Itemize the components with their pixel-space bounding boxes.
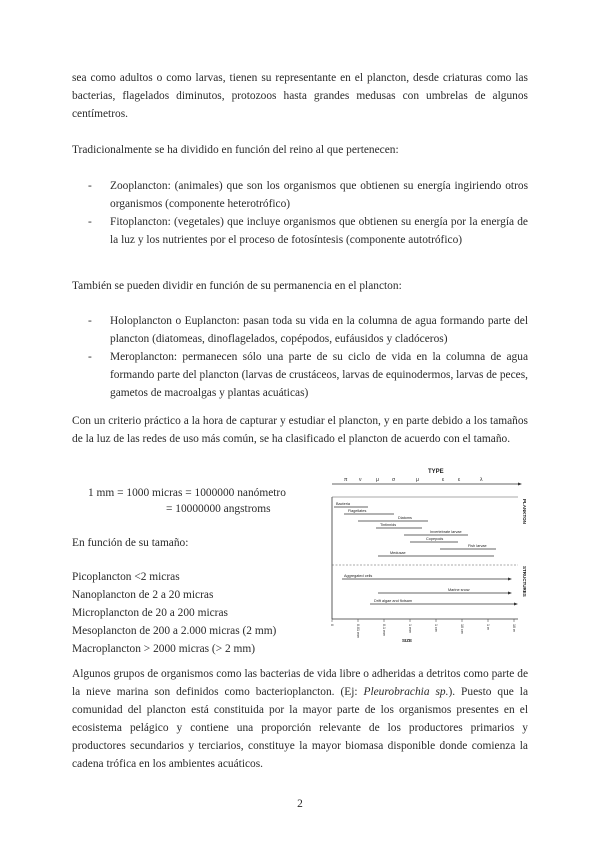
- page-number: 2: [297, 798, 303, 810]
- type-letter: ν: [359, 477, 362, 483]
- row-label-bacteria: Bacteria: [336, 502, 350, 506]
- type-letter: π: [344, 477, 348, 483]
- row-label-copepods: Copepods: [426, 537, 444, 541]
- permanencia-intro: También se pueden dividir en función de su permanencia en el plancton:: [72, 280, 402, 292]
- bullet-text: Meroplancton: permanecen sólo una parte de su ciclo de vida en la columna de agua formando parte del plancton (larvas de crustáceos, larvas de equinodermos, larvas de peces, gametos de macroalgas y plantas acuáticas): [110, 351, 528, 399]
- final-text-part2: ). Puesto que la comunidad del plancton está constituida por la mayor parte de los organismos presentes en el ecosistema pelágico y contiene una proporción relevante de los productores primarios y productores secundarios y terciarios, constituye la mayor biomasa disponible donde comienza la cadena trófica en los ambientes acuáticos.: [72, 686, 528, 770]
- row-label-flagellates: Flagellates: [348, 509, 367, 513]
- type-letter: μ: [376, 477, 379, 483]
- bullet-dash: -: [88, 180, 92, 192]
- type-letter: ε: [458, 477, 461, 483]
- size-item: Macroplancton > 2000 micras (> 2 mm): [72, 643, 256, 655]
- type-letter: σ: [392, 477, 396, 483]
- bullet-meroplancton: [88, 348, 528, 402]
- row-label-fish-larvae: Fish larvae: [468, 544, 487, 548]
- bullet-fitoplancton: [88, 213, 528, 249]
- reino-intro: Tradicionalmente se ha dividido en función del reino al que pertenecen:: [72, 144, 399, 156]
- bullet-text: Fitoplancton: (vegetales) que incluye organismos que obtienen su energía por la energía de la luz y los nutrientes por el proceso de fotosíntesis (componente autotrófico): [110, 216, 528, 246]
- bullet-dash: -: [88, 315, 92, 327]
- tick-label: 0: [330, 624, 334, 626]
- arrow-marine-snow: [508, 592, 512, 595]
- row-label-tintinnids: Tintinnids: [380, 523, 397, 527]
- tick-label: 10 m: [512, 624, 516, 632]
- final-text-part1: Algunos grupos de organismos como las bacterias de vida libre o adheridas a detritos como parte de la nieve marina son definidos como bacterioplancton. (Ej:: [72, 668, 528, 698]
- size-axis-label: SIZE: [402, 638, 413, 643]
- row-label-invertebrate-larvae: Invertebrate larvae: [430, 530, 462, 534]
- size-item: Nanoplancton de 2 a 20 micras: [72, 589, 214, 601]
- tick-label: 0.1 mm: [382, 624, 386, 636]
- row-label-drift-algae: Drift algae and flotsam: [374, 599, 412, 603]
- tick-label: 10 cm: [460, 624, 464, 634]
- intro-paragraph: sea como adultos o como larvas, tienen su representante en el plancton, desde criaturas como las bacterias, flagelados diminutos, protozoos hasta grandes medusas con umbrelas de algunos centímetros.: [72, 72, 528, 120]
- row-label-aggregated-cells: Aggregated cells: [344, 574, 373, 578]
- plankton-side-label: PLANKTON: [522, 499, 527, 524]
- row-label-medusae: Medusae: [390, 551, 406, 555]
- size-item: Picoplancton <2 micras: [72, 571, 180, 583]
- tick-label: 1 mm: [408, 624, 412, 633]
- conversion-line-1: 1 mm = 1000 micras = 1000000 nanómetro: [88, 487, 286, 499]
- size-item: Mesoplancton de 200 a 2.000 micras (2 mm): [72, 625, 277, 637]
- row-label-diatoms: Diatoms: [398, 516, 412, 520]
- bullet-zooplancton: [88, 177, 528, 213]
- bullet-holoplancton: [88, 312, 528, 348]
- type-letter: λ: [480, 477, 483, 483]
- tick-label: 0.01 mm: [356, 624, 360, 638]
- size-list: [72, 568, 276, 658]
- structures-side-label: STRUCTURES: [522, 566, 527, 597]
- conversion-line-2: = 10000000 angstroms: [166, 503, 271, 515]
- plankton-size-figure: [318, 467, 548, 643]
- type-letters: [344, 477, 483, 483]
- row-label-marine-snow: Marine snow: [448, 588, 470, 592]
- bullet-dash: -: [88, 351, 92, 363]
- size-item: Microplancton de 20 a 200 micras: [72, 607, 228, 619]
- tick-label: 1 m: [486, 624, 490, 630]
- final-paragraph: [72, 665, 528, 773]
- species-name: Pleurobrachia sp.: [363, 686, 449, 698]
- bullet-text: Holoplancton o Euplancton: pasan toda su vida en la columna de agua formando parte del plancton (diatomeas, dinoflagelados, copépodos, eufáusidos y cladóceros): [110, 315, 528, 345]
- figure-type-label: TYPE: [428, 469, 444, 475]
- arrow-drift-algae: [514, 603, 518, 606]
- bullet-dash: -: [88, 216, 92, 228]
- bullet-text: Zooplancton: (animales) que son los organismos que obtienen su energía ingiriendo otros organismos (componente heterotrófico): [110, 180, 528, 210]
- type-letter: μ: [416, 477, 419, 483]
- type-letter: ε: [442, 477, 445, 483]
- size-heading: En función de su tamaño:: [72, 537, 189, 549]
- tick-label: 1 cm: [434, 624, 438, 632]
- arrow-aggregated-cells: [508, 578, 512, 581]
- criterio-paragraph: Con un criterio práctico a la hora de capturar y estudiar el plancton, y en parte debido a los tamaños de la luz de las redes de uso más común, se ha clasificado el plancton de acuerdo con el tamaño.: [72, 415, 528, 445]
- arrow-type-axis: [518, 483, 522, 486]
